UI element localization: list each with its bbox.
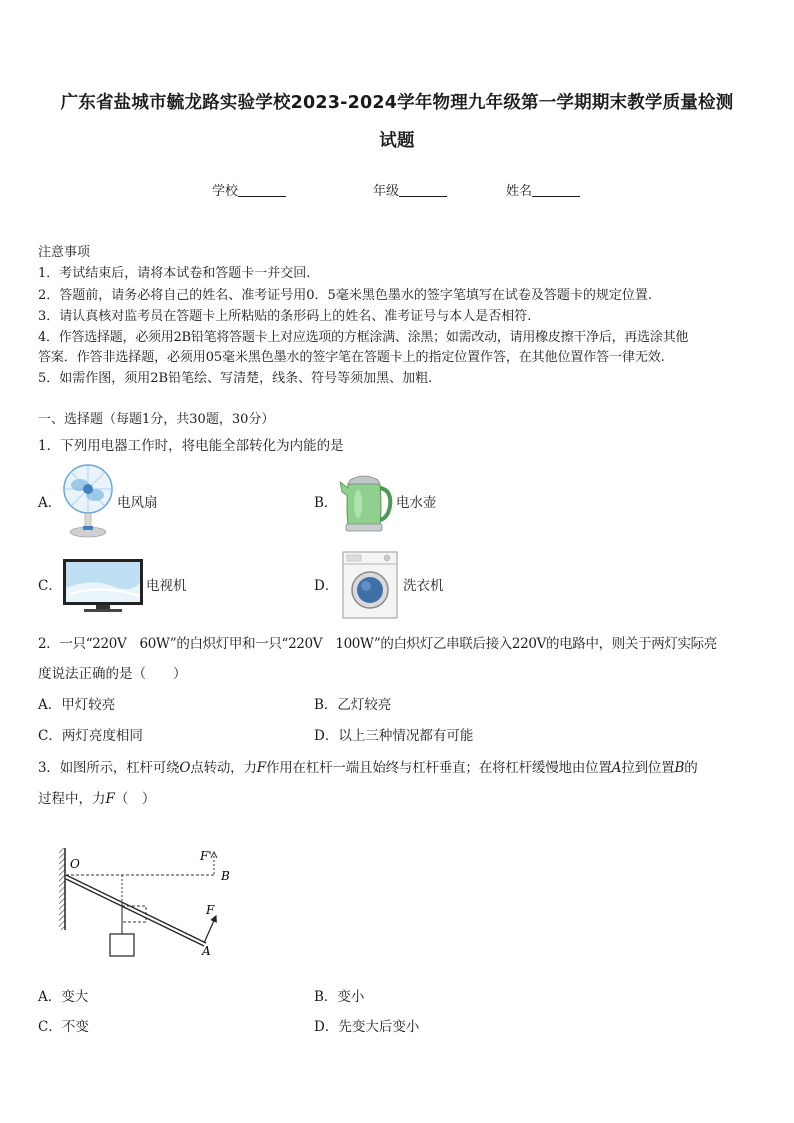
q3-option-b-text: 变小 <box>337 989 365 1005</box>
television-image <box>62 558 144 614</box>
lever-diagram <box>58 842 238 962</box>
note-item: 2．答题前，请务必将自己的姓名、准考证号用0．5毫米黑色墨水的签字笔填写在试卷及答题卡的规定位置. <box>38 288 652 303</box>
q2-option-a-text: 甲灯较亮 <box>61 697 116 713</box>
q2-option-c-letter: C． <box>38 728 62 744</box>
q2-option-a-letter: A． <box>38 697 62 713</box>
q2-option-b-letter: B． <box>314 697 338 713</box>
q3-stem-var-o: O <box>179 760 191 776</box>
question-2-stem-line2: 度说法正确的是（ ） <box>38 666 187 682</box>
q1-option-a-text: 电风扇 <box>117 495 158 511</box>
label-f: F <box>206 903 215 917</box>
q3-option-d-text: 先变大后变小 <box>338 1019 420 1035</box>
q3-stem-var-f: F <box>105 791 115 807</box>
q1-option-c-text: 电视机 <box>146 578 187 594</box>
label-o: O <box>70 857 80 871</box>
q1-option-d-letter: D． <box>314 578 339 594</box>
weight-block <box>110 934 134 956</box>
electric-kettle-image <box>338 466 394 536</box>
lever-bar-top <box>66 875 206 943</box>
q2-option-b-text: 乙灯较亮 <box>337 697 392 713</box>
q2-option-a <box>38 696 115 714</box>
section-heading: 一、选择题（每题1分，共30题，30分） <box>38 412 275 427</box>
school-blank[interactable] <box>238 183 286 197</box>
q3-option-a <box>38 988 88 1006</box>
exam-title-line1: 广东省盐城市毓龙路实验学校2023-2024学年物理九年级第一学期期末教学质量检测 <box>60 93 734 113</box>
label-f-prime: F' <box>200 849 212 863</box>
q3-stem-text: 的 <box>684 760 698 776</box>
name-label: 姓名 <box>506 184 533 199</box>
grade-label: 年级 <box>373 184 400 199</box>
washing-machine-image <box>339 550 401 620</box>
note-item: 4．作答选择题，必须用2B铅笔将答题卡上对应选项的方框涂满、涂黑；如需改动，请用橡皮擦干净后，再选涂其他 <box>38 330 689 345</box>
q3-stem-text: 过程中，力 <box>38 791 106 807</box>
q3-stem-text: （ ） <box>114 791 156 807</box>
label-a: A <box>202 944 211 958</box>
name-field <box>506 180 580 199</box>
q3-stem-var-f: F <box>256 760 266 776</box>
force-f-arrow <box>204 916 216 943</box>
question-2-stem-line1: 2．一只“220V 60W”的白炽灯甲和一只“220V 100W”的白炽灯乙串联后接入220V的电路中，则关于两灯实际亮 <box>38 636 717 652</box>
lever-diagram-svg <box>58 842 238 962</box>
q3-stem-text: 拉到位置 <box>621 760 675 776</box>
q3-option-b <box>314 988 364 1006</box>
grade-blank[interactable] <box>399 183 447 197</box>
q3-option-a-text: 变大 <box>61 989 89 1005</box>
note-item: 答案．作答非选择题，必须用05毫米黑色墨水的签字笔在答题卡上的指定位置作答，在其他位置作答一律无效. <box>38 350 665 365</box>
student-info-row <box>0 180 794 200</box>
q2-option-d-text: 以上三种情况都有可能 <box>338 728 474 744</box>
q3-option-c-letter: C． <box>38 1019 62 1035</box>
note-item: 5．如需作图，须用2B铅笔绘、写清楚，线条、符号等须加黑、加粗. <box>38 371 433 386</box>
exam-title-line2: 试题 <box>379 131 415 151</box>
q3-option-c-text: 不变 <box>61 1019 89 1035</box>
exam-title <box>30 84 764 160</box>
q3-stem-text: 作用在杠杆一端且始终与杠杆垂直；在将杠杆缓慢地由位置 <box>265 760 612 776</box>
name-blank[interactable] <box>532 183 580 197</box>
electric-fan-image <box>60 463 115 539</box>
q3-option-a-letter: A． <box>38 989 62 1005</box>
grade-field <box>373 180 447 199</box>
q2-option-c <box>38 727 143 745</box>
question-3-stem-line1 <box>38 759 698 777</box>
q2-option-d <box>314 727 473 745</box>
q3-stem-text: 点转动，力 <box>190 760 257 776</box>
q1-option-d-text: 洗衣机 <box>403 578 444 594</box>
school-label: 学校 <box>212 184 239 199</box>
wall-hatch <box>59 848 65 930</box>
q3-option-c <box>38 1018 89 1036</box>
q2-option-d-letter: D． <box>314 728 339 744</box>
q3-stem-var-b: B <box>674 760 685 776</box>
q3-stem-var-a: A <box>611 760 622 776</box>
label-b: B <box>221 869 230 883</box>
q1-option-c-letter: C． <box>38 578 62 594</box>
q3-stem-text: 3．如图所示，杠杆可绕 <box>38 760 180 776</box>
q3-option-b-letter: B． <box>314 989 338 1005</box>
school-field <box>212 180 286 199</box>
notes-heading: 注意事项 <box>38 245 91 260</box>
lever-bar-bottom <box>66 879 204 946</box>
q2-option-c-text: 两灯亮度相同 <box>61 728 143 744</box>
q1-option-b-letter: B． <box>314 495 338 511</box>
q1-option-a-letter: A． <box>38 495 62 511</box>
note-item: 1．考试结束后，请将本试卷和答题卡一并交回. <box>38 266 311 281</box>
q2-option-b <box>314 696 391 714</box>
q3-option-d-letter: D． <box>314 1019 339 1035</box>
note-item: 3．请认真核对监考员在答题卡上所粘贴的条形码上的姓名、准考证号与本人是否相符. <box>38 309 532 324</box>
q1-option-b-text: 电水壶 <box>396 495 437 511</box>
question-3-stem-line2 <box>38 790 155 808</box>
question-1-stem: 1．下列用电器工作时，将电能全部转化为内能的是 <box>38 438 344 454</box>
q3-option-d <box>314 1018 419 1036</box>
